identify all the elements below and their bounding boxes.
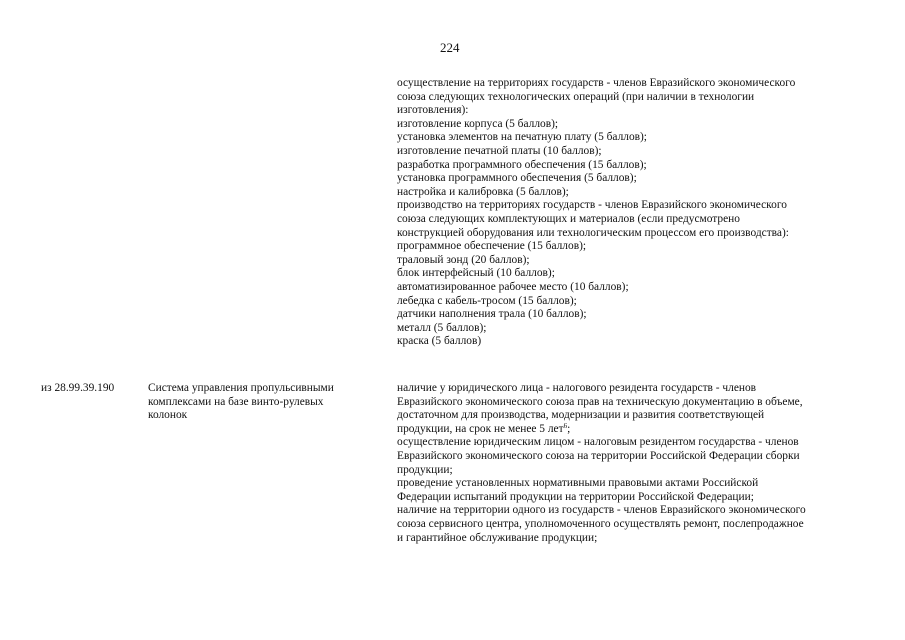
requirement-line: осуществление на территориях государств - членов Евразийского экономического (397, 77, 796, 89)
requirement-line: разработка программного обеспечения (15 баллов); (397, 158, 647, 171)
requirement-line: осуществление юридическим лицом - налоговым резидентом государства - членов (397, 436, 799, 449)
product-name (148, 382, 334, 423)
requirement-line: продукции; (397, 463, 453, 476)
requirement-line: датчики наполнения трала (10 баллов); (397, 308, 587, 321)
product-code: из 28.99.39.190 (41, 382, 115, 394)
requirement-line: изготовления): (397, 104, 469, 117)
requirement-line: производство на территориях государств - членов Евразийского экономического (397, 199, 787, 212)
requirement-line: союза сервисного центра, уполномоченного осуществлять ремонт, послепродажное (397, 517, 804, 530)
requirement-line: и гарантийное обслуживание продукции; (397, 531, 598, 544)
requirement-line: лебедка с кабель-тросом (15 баллов); (397, 294, 577, 307)
requirement-line: изготовление печатной платы (10 баллов); (397, 144, 602, 157)
continued-requirements (397, 77, 795, 349)
requirement-line: Евразийского экономического союза прав на техническую документацию в объеме, (397, 395, 803, 408)
page-number: 224 (440, 40, 460, 55)
requirement-line: краска (5 баллов) (397, 335, 482, 348)
requirement-line: изготовление корпуса (5 баллов); (397, 117, 559, 130)
requirement-line: автоматизированное рабочее место (10 баллов); (397, 280, 629, 293)
requirement-line: проведение установленных нормативными правовыми актами Российской (397, 477, 759, 490)
product-name-line: комплексами на базе винто-рулевых (148, 395, 324, 408)
footnote-reference[interactable]: 6 (563, 421, 568, 430)
requirement-line: программное обеспечение (15 баллов); (397, 240, 587, 253)
requirement-line: Федерации испытаний продукции на территории Российской Федерации; (397, 490, 754, 503)
requirement-line-with-footnote (397, 423, 806, 437)
requirement-punctuation: ; (567, 422, 571, 435)
requirement-line: установка программного обеспечения (5 баллов); (397, 172, 637, 185)
requirement-text: продукции, на срок не менее 5 лет (397, 422, 564, 435)
requirement-line: блок интерфейсный (10 баллов); (397, 267, 555, 280)
product-name-line: колонок (148, 409, 188, 422)
requirement-line: союза следующих технологических операций (при наличии в технологии (397, 90, 755, 103)
requirement-line: союза следующих комплектующих и материалов (если предусмотрено (397, 212, 740, 225)
requirement-line: Евразийского экономического союза на территории Российской Федерации сборки (397, 449, 800, 462)
requirement-line: конструкцией оборудования или технологическим процессом его производства): (397, 226, 789, 239)
requirement-line: наличие на территории одного из государств - членов Евразийского экономического (397, 504, 806, 517)
requirement-line: траловый зонд (20 баллов); (397, 253, 530, 266)
requirement-line: настройка и калибровка (5 баллов); (397, 185, 569, 198)
product-requirements (397, 382, 806, 545)
requirement-line: установка элементов на печатную плату (5 баллов); (397, 131, 647, 144)
requirement-line: достаточном для производства, модернизации и развития соответствующей (397, 409, 765, 422)
requirement-line: наличие у юридического лица - налогового резидента государств - членов (397, 382, 757, 394)
requirement-line: металл (5 баллов); (397, 321, 487, 334)
product-name-line: Система управления пропульсивными (148, 382, 334, 394)
